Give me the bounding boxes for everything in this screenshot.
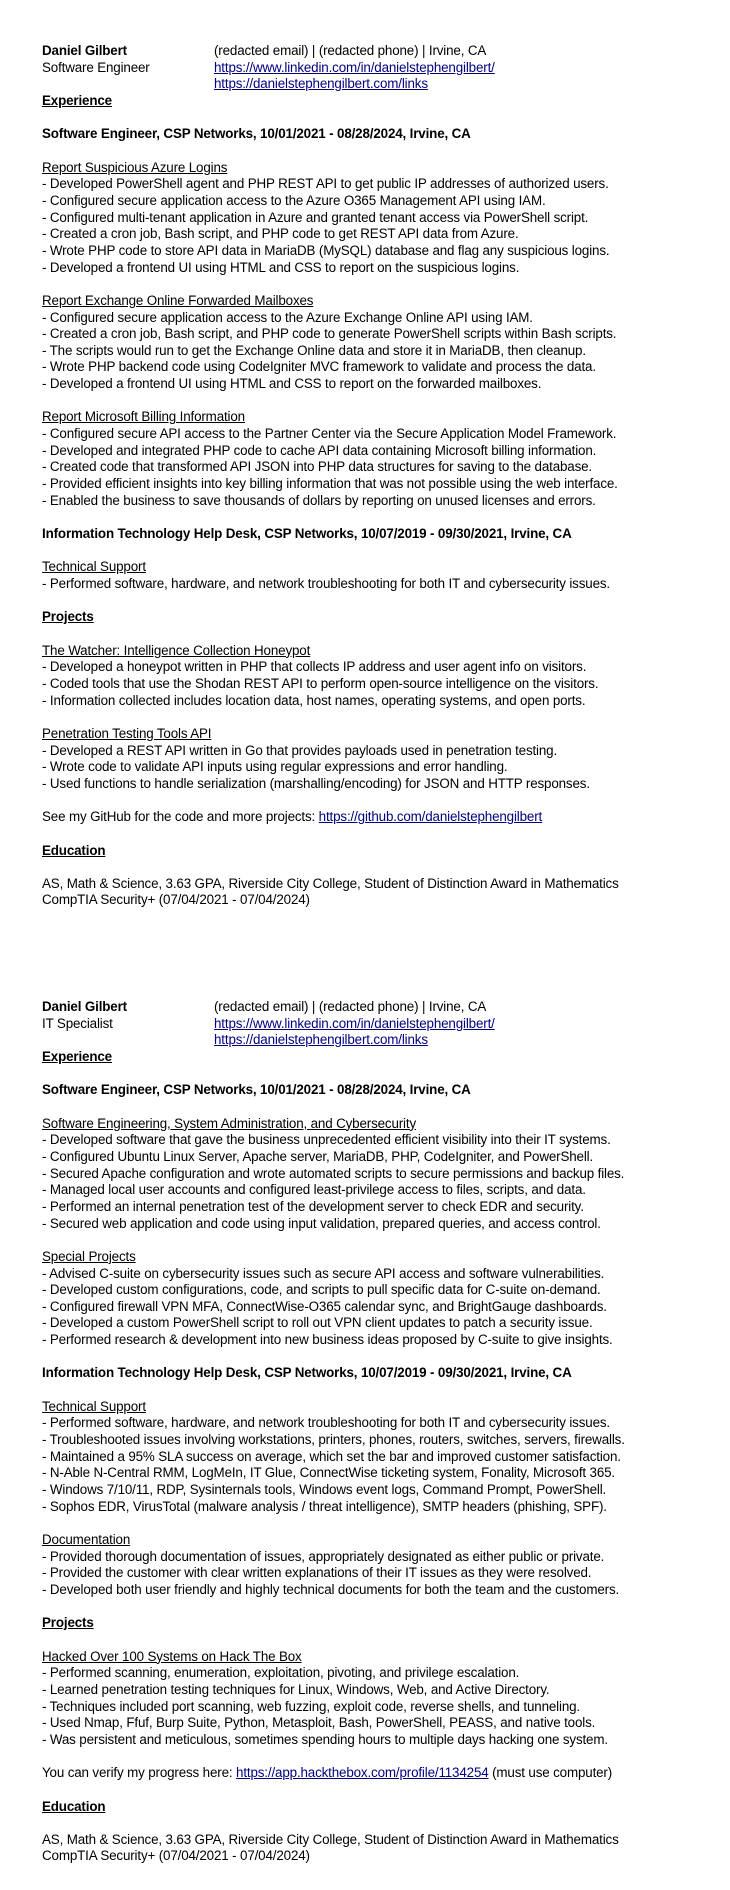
bullet: - Developed software that gave the business unprecedented efficient visibility into their IT systems.	[42, 1132, 611, 1148]
candidate-title: Software Engineer	[42, 59, 150, 75]
bullet: - Provided efficient insights into key billing information that was not possible using the web interface.	[42, 476, 618, 492]
bullet: - Secured web application and code using input validation, prepared queries, and access control.	[42, 1215, 601, 1231]
resume-it-specialist	[42, 999, 702, 1865]
education-item: AS, Math & Science, 3.63 GPA, Riverside City College, Student of Distinction Award in Mathematics	[42, 875, 619, 891]
group-title: Special Projects	[42, 1248, 136, 1264]
github-link[interactable]: https://github.com/danielstephengilbert	[318, 809, 543, 825]
bullet: - Performed software, hardware, and network troubleshooting for both IT and cybersecurity issues.	[42, 1415, 610, 1431]
projects-footer-suffix: (must use computer)	[488, 1765, 613, 1781]
group-title: Technical Support	[42, 1398, 146, 1414]
bullet: - Configured secure application access to the Azure Exchange Online API using IAM.	[42, 309, 533, 325]
projects-footer-text: See my GitHub for the code and more projects:	[42, 809, 319, 825]
bullet: - Configured multi-tenant application in Azure and granted tenant access via PowerShell script.	[42, 209, 589, 225]
section-heading-education: Education	[42, 842, 106, 858]
project-title: The Watcher: Intelligence Collection Honeypot	[42, 642, 311, 658]
group-title: Report Suspicious Azure Logins	[42, 159, 228, 175]
section-heading-projects: Projects	[42, 609, 94, 625]
bullet: - Maintained a 95% SLA success on average, which set the bar and improved customer satisfaction.	[42, 1448, 621, 1464]
candidate-name: Daniel Gilbert	[42, 43, 127, 58]
bullet: - Provided thorough documentation of issues, appropriately designated as either public or private.	[42, 1548, 605, 1564]
bullet: - Developed custom configurations, code, and scripts to pull specific data for C-suite on-demand.	[42, 1282, 601, 1298]
bullet: - Used Nmap, Ffuf, Burp Suite, Python, Metasploit, Bash, PowerShell, PEASS, and native tools.	[42, 1715, 596, 1731]
projects-footer	[42, 1765, 702, 1782]
bullet: - Developed and integrated PHP code to cache API data containing Microsoft billing information.	[42, 442, 597, 458]
contact-info: (redacted email) | (redacted phone) | Irvine, CA	[214, 43, 487, 58]
bullet: - Performed software, hardware, and network troubleshooting for both IT and cybersecurity issues.	[42, 576, 610, 591]
bullet: - Wrote PHP code to store API data in MariaDB (MySQL) database and flag any suspicious logins.	[42, 242, 610, 258]
bullet: - Developed a REST API written in Go that provides payloads used in penetration testing.	[42, 742, 558, 758]
bullet: - Performed scanning, enumeration, exploitation, pivoting, and privilege escalation.	[42, 1665, 520, 1681]
section-heading-experience: Experience	[42, 92, 112, 108]
project-title: Hacked Over 100 Systems on Hack The Box	[42, 1648, 302, 1664]
bullet: - Developed a frontend UI using HTML and CSS to report on the suspicious logins.	[42, 259, 520, 275]
bullet: - Configured firewall VPN MFA, ConnectWise-O365 calendar sync, and BrightGauge dashboards.	[42, 1298, 607, 1314]
bullet: - Developed a honeypot written in PHP that collects IP address and user agent info on visitors.	[42, 659, 587, 675]
bullet: - Developed a frontend UI using HTML and CSS to report on the forwarded mailboxes.	[42, 376, 542, 392]
bullet: - Coded tools that use the Shodan REST API to perform open-source intelligence on the visitors.	[42, 675, 599, 691]
contact-info: (redacted email) | (redacted phone) | Irvine, CA	[214, 999, 487, 1014]
linkedin-link[interactable]: https://www.linkedin.com/in/danielstephengilbert/	[214, 59, 495, 75]
bullet: - Wrote code to validate API inputs using regular expressions and error handling.	[42, 759, 508, 775]
bullet: - Windows 7/10/11, RDP, Sysinternals tools, Windows event logs, Command Prompt, PowerShell.	[42, 1482, 607, 1498]
project-title: Penetration Testing Tools API	[42, 725, 212, 741]
hackthebox-link[interactable]: https://app.hackthebox.com/profile/1134254	[236, 1765, 489, 1781]
candidate-title: IT Specialist	[42, 1015, 113, 1031]
job-heading: Software Engineer, CSP Networks, 10/01/2021 - 08/28/2024, Irvine, CA	[42, 1082, 471, 1098]
job-heading: Information Technology Help Desk, CSP Networks, 10/07/2019 - 09/30/2021, Irvine, CA	[42, 526, 572, 542]
bullet: - The scripts would run to get the Exchange Online data and store it in MariaDB, then cleanup.	[42, 342, 586, 358]
section-heading-education: Education	[42, 1798, 106, 1814]
section-heading-projects: Projects	[42, 1615, 94, 1631]
section-heading-experience: Experience	[42, 1048, 112, 1064]
bullet: - Configured secure API access to the Partner Center via the Secure Application Model Framework.	[42, 426, 617, 442]
website-link[interactable]: https://danielstephengilbert.com/links	[214, 76, 428, 92]
website-link[interactable]: https://danielstephengilbert.com/links	[214, 1032, 428, 1048]
bullet: - Configured Ubuntu Linux Server, Apache server, MariaDB, PHP, CodeIgniter, and PowerShell.	[42, 1148, 594, 1164]
bullet: - Techniques included port scanning, web fuzzing, exploit code, reverse shells, and tunneling.	[42, 1698, 580, 1714]
bullet: - Provided the customer with clear written explanations of their IT issues as they were resolved.	[42, 1565, 592, 1581]
bullet: - Was persistent and meticulous, sometimes spending hours to multiple days hacking one system.	[42, 1731, 608, 1747]
certification-item: CompTIA Security+ (07/04/2021 - 07/04/2024)	[42, 892, 310, 908]
projects-footer-text: You can verify my progress here:	[42, 1765, 237, 1781]
bullet: - Information collected includes location data, host names, operating systems, and open ports.	[42, 692, 586, 708]
bullet: - Developed PowerShell agent and PHP REST API to get public IP addresses of authorized users.	[42, 176, 609, 192]
candidate-name: Daniel Gilbert	[42, 999, 127, 1014]
group-title: Documentation	[42, 1532, 131, 1547]
bullet: - Learned penetration testing techniques for Linux, Windows, Web, and Active Directory.	[42, 1681, 550, 1697]
bullet: - Created a cron job, Bash script, and PHP code to get REST API data from Azure.	[42, 226, 519, 242]
bullet: - Configured secure application access to the Azure O365 Management API using IAM.	[42, 192, 546, 208]
bullet: - Wrote PHP backend code using CodeIgniter MVC framework to validate and process the data.	[42, 359, 596, 375]
group-title: Technical Support	[42, 559, 146, 575]
group-title: Report Microsoft Billing Information	[42, 409, 245, 425]
bullet: - Advised C-suite on cybersecurity issues such as secure API access and software vulnerabilities.	[42, 1265, 605, 1281]
bullet: - Troubleshooted issues involving workstations, printers, phones, routers, switches, servers, firewalls.	[42, 1432, 625, 1448]
bullet: - Managed local user accounts and configured least-privilege access to files, scripts, and data.	[42, 1182, 586, 1198]
education-item: AS, Math & Science, 3.63 GPA, Riverside City College, Student of Distinction Award in Mathematics	[42, 1831, 619, 1847]
resume-header	[42, 999, 702, 1049]
certification-item: CompTIA Security+ (07/04/2021 - 07/04/2024)	[42, 1848, 310, 1864]
job-heading: Information Technology Help Desk, CSP Networks, 10/07/2019 - 09/30/2021, Irvine, CA	[42, 1365, 572, 1381]
bullet: - Enabled the business to save thousands of dollars by reporting on unused licenses and errors.	[42, 492, 596, 508]
bullet: - Sophos EDR, VirusTotal (malware analysis / threat intelligence), SMTP headers (phishing, SPF).	[42, 1498, 607, 1514]
bullet: - Developed both user friendly and highly technical documents for both the team and the customers.	[42, 1581, 620, 1597]
bullet: - Used functions to handle serialization (marshalling/encoding) for JSON and HTTP responses.	[42, 775, 590, 791]
job-heading: Software Engineer, CSP Networks, 10/01/2021 - 08/28/2024, Irvine, CA	[42, 126, 471, 142]
bullet: - Developed a custom PowerShell script to roll out VPN client updates to patch a security issue.	[42, 1315, 593, 1331]
bullet: - Secured Apache configuration and wrote automated scripts to secure permissions and backup files.	[42, 1165, 625, 1181]
bullet: - Created code that transformed API JSON into PHP data structures for saving to the database.	[42, 459, 592, 475]
bullet: - Performed an internal penetration test of the development server to check EDR and security.	[42, 1198, 584, 1214]
group-title: Software Engineering, System Administration, and Cybersecurity	[42, 1115, 417, 1131]
projects-footer	[42, 809, 702, 826]
resume-header	[42, 43, 702, 93]
linkedin-link[interactable]: https://www.linkedin.com/in/danielstephengilbert/	[214, 1015, 495, 1031]
bullet: - Created a cron job, Bash script, and PHP code to generate PowerShell scripts within Bash scripts.	[42, 326, 617, 342]
bullet: - Performed research & development into new business ideas proposed by C-suite to give insights.	[42, 1332, 613, 1348]
resume-software-engineer	[42, 43, 702, 909]
bullet: - N-Able N-Central RMM, LogMeIn, IT Glue, ConnectWise ticketing system, Fonality, Microsoft 365.	[42, 1465, 615, 1481]
group-title: Report Exchange Online Forwarded Mailboxes	[42, 292, 314, 308]
